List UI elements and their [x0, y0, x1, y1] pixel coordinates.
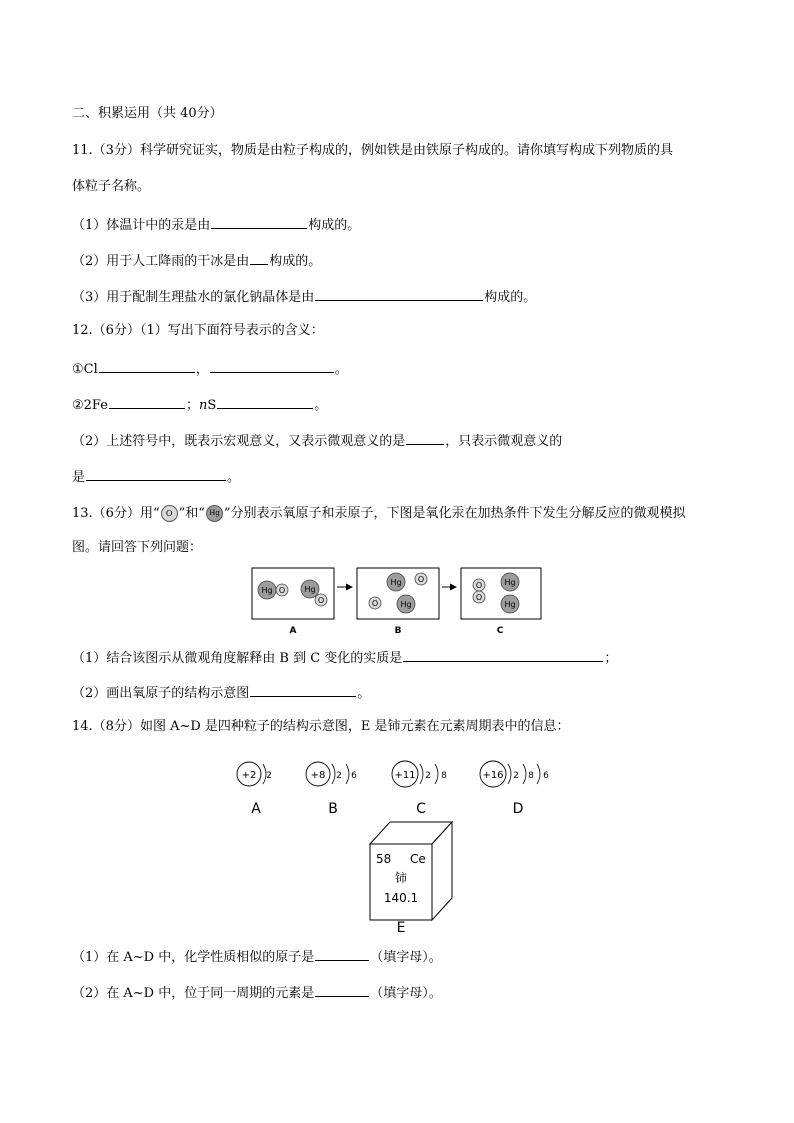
q12-part2-line2	[72, 467, 240, 486]
svg-text:+2: +2	[241, 770, 257, 781]
panel-c-hg-atom-1	[501, 573, 519, 591]
q12-part2-line1	[72, 431, 562, 450]
q13-stem-a: 13.（6分）用“	[72, 506, 160, 521]
q12-part2-end: 。	[227, 470, 241, 485]
q14-part1-tail: （填字母）。	[370, 950, 442, 965]
svg-text:2: 2	[425, 771, 431, 781]
q11-part2	[72, 251, 321, 270]
q12-row2-n: n	[198, 398, 208, 413]
q12-row1-blank1[interactable]	[99, 359, 195, 373]
q13-part1-end: ；	[604, 651, 618, 666]
q14-part2-text: （2）在 A~D 中，位于同一周期的元素是	[72, 986, 315, 1001]
particle-d-diagram	[480, 761, 549, 787]
q12-row1	[72, 359, 348, 378]
q14-part2-tail: （填字母）。	[370, 986, 442, 1001]
q12-row1-end: 。	[334, 362, 348, 377]
svg-text:Hg: Hg	[504, 600, 516, 609]
svg-text:8: 8	[441, 771, 447, 781]
q13-stem-b: ”分别表示氧原子和汞原子，下图是氧化汞在加热条件下发生分解反应的微观模拟	[223, 506, 686, 521]
element-atomic-number: 58	[376, 852, 392, 866]
q13-part2-end: 。	[357, 686, 371, 701]
q14-part1	[72, 947, 442, 966]
q13-stem-mid: ”和“	[178, 506, 205, 521]
svg-text:+16: +16	[482, 770, 504, 781]
q14-part2-answer-blank[interactable]	[315, 983, 369, 997]
svg-text:O: O	[317, 596, 325, 605]
svg-text:Hg: Hg	[504, 578, 516, 587]
periodic-table-cell-e	[362, 818, 462, 934]
svg-text:O: O	[371, 599, 379, 608]
svg-text:8: 8	[528, 771, 534, 781]
panel-a-hg-atom-2	[301, 580, 319, 598]
panel-b-o-atom-1	[415, 573, 427, 585]
panel-a-hg-atom-1	[258, 581, 276, 599]
q12-part2-text2: ，只表示微观意义的	[445, 434, 563, 449]
particle-b-label: B	[328, 801, 338, 817]
particle-a-label: A	[251, 801, 261, 817]
q11-part1	[72, 215, 360, 234]
q11-part1-answer-blank[interactable]	[211, 215, 307, 229]
q12-part2-blank1[interactable]	[406, 431, 444, 445]
svg-text:Hg: Hg	[304, 585, 316, 594]
svg-text:6: 6	[543, 771, 549, 781]
particle-c-diagram	[392, 761, 447, 787]
particle-a-diagram	[237, 762, 272, 786]
q12-row1-sep: ，	[195, 362, 209, 377]
svg-text:2: 2	[336, 771, 342, 781]
reaction-diagram	[245, 563, 550, 641]
q12-row2-sep: ；	[185, 398, 199, 413]
q13-part2-text: （2）画出氧原子的结构示意图	[72, 686, 250, 701]
svg-text:2: 2	[513, 771, 519, 781]
q12-part2-text: （2）上述符号中，既表示宏观意义，又表示微观意义的是	[72, 434, 406, 449]
svg-text:O: O	[475, 581, 483, 590]
mercury-atom-legend-icon: Hg	[206, 505, 223, 522]
panel-a-o-atom-1	[276, 584, 288, 596]
panel-a-label: A	[289, 626, 297, 636]
section-title: 二、积累运用（共 40分）	[72, 106, 223, 121]
panel-c-o-atom-1	[473, 579, 485, 591]
q12-part2-text3: 是	[72, 470, 86, 485]
q12-row2-blank1[interactable]	[109, 395, 185, 409]
svg-text:Hg: Hg	[390, 578, 402, 587]
svg-text:O: O	[278, 586, 286, 595]
q12-row1-symbol: ①Cl	[72, 362, 98, 377]
element-symbol: Ce	[410, 852, 426, 866]
q12-row2-end: 。	[314, 398, 328, 413]
q11-part3-answer-blank[interactable]	[315, 287, 483, 301]
q12-row1-blank2[interactable]	[210, 359, 334, 373]
q11-part3-text: （3）用于配制生理盐水的氯化钠晶体是由	[72, 290, 315, 305]
oxygen-atom-legend-icon: O	[161, 505, 178, 522]
panel-c-box	[461, 568, 541, 619]
panel-a-o-atom-2	[315, 594, 327, 606]
q12-row2-s: S	[207, 398, 217, 413]
q11-stem-line1: 11.（3分）科学研究证实，物质是由粒子构成的，例如铁是由铁原子构成的。请你填写构成下列物质的具	[72, 143, 673, 158]
q12-row2	[72, 395, 327, 414]
q13-part1	[72, 648, 617, 667]
svg-text:6: 6	[351, 771, 357, 781]
q14-part2	[72, 983, 442, 1002]
q11-part2-tail: 构成的。	[269, 254, 322, 269]
q13-part1-answer-blank[interactable]	[403, 648, 603, 662]
q12-stem: 12.（6分）（1）写出下面符号表示的含义：	[72, 323, 324, 338]
panel-c-o-atom-2	[473, 591, 485, 603]
panel-b-label: B	[394, 626, 402, 636]
q11-stem-line2: 体粒子名称。	[72, 179, 151, 194]
q13-part2-answer-blank[interactable]	[250, 683, 356, 697]
particle-d-label: D	[512, 801, 524, 817]
svg-text:+11: +11	[394, 770, 416, 781]
atomic-structure-diagrams	[228, 758, 568, 820]
svg-text:Hg: Hg	[261, 586, 273, 595]
q14-part1-text: （1）在 A~D 中，化学性质相似的原子是	[72, 950, 315, 965]
q13-stem-line1	[72, 505, 686, 522]
particle-b-diagram	[306, 762, 357, 786]
q14-part1-answer-blank[interactable]	[315, 947, 369, 961]
svg-text:+8: +8	[310, 770, 326, 781]
panel-b-o-atom-2	[369, 597, 381, 609]
q12-part2-blank2[interactable]	[86, 467, 226, 481]
q11-part3-tail: 构成的。	[484, 290, 537, 305]
q12-row2-symbol: ②2Fe	[72, 398, 108, 413]
q11-part1-text: （1）体温计中的汞是由	[72, 218, 211, 233]
svg-text:Hg: Hg	[400, 600, 412, 609]
panel-b-hg-atom-1	[387, 573, 405, 591]
svg-text:O: O	[417, 575, 425, 584]
q11-part1-tail: 构成的。	[308, 218, 361, 233]
particle-c-label: C	[416, 801, 426, 817]
q11-part2-answer-blank[interactable]	[250, 251, 268, 265]
q12-row2-blank2[interactable]	[217, 395, 313, 409]
element-atomic-mass: 140.1	[383, 891, 419, 905]
q11-part2-text: （2）用于人工降雨的干冰是由	[72, 254, 250, 269]
panel-c-label: C	[496, 626, 504, 636]
svg-text:O: O	[475, 593, 483, 602]
element-name: 铈	[394, 871, 408, 885]
q13-part1-text: （1）结合该图示从微观角度解释由 B 到 C 变化的实质是	[72, 651, 403, 666]
q11-part3	[72, 287, 536, 306]
panel-c-hg-atom-2	[501, 595, 519, 613]
q14-stem: 14.（8分）如图 A~D 是四种粒子的结构示意图，E 是铈元素在元素周期表中的信息：	[72, 719, 570, 734]
svg-text:2: 2	[266, 771, 272, 781]
q13-stem-line2: 图。请回答下列问题：	[72, 540, 203, 555]
q13-part2	[72, 683, 370, 702]
element-label: E	[396, 920, 406, 934]
panel-b-hg-atom-2	[397, 595, 415, 613]
